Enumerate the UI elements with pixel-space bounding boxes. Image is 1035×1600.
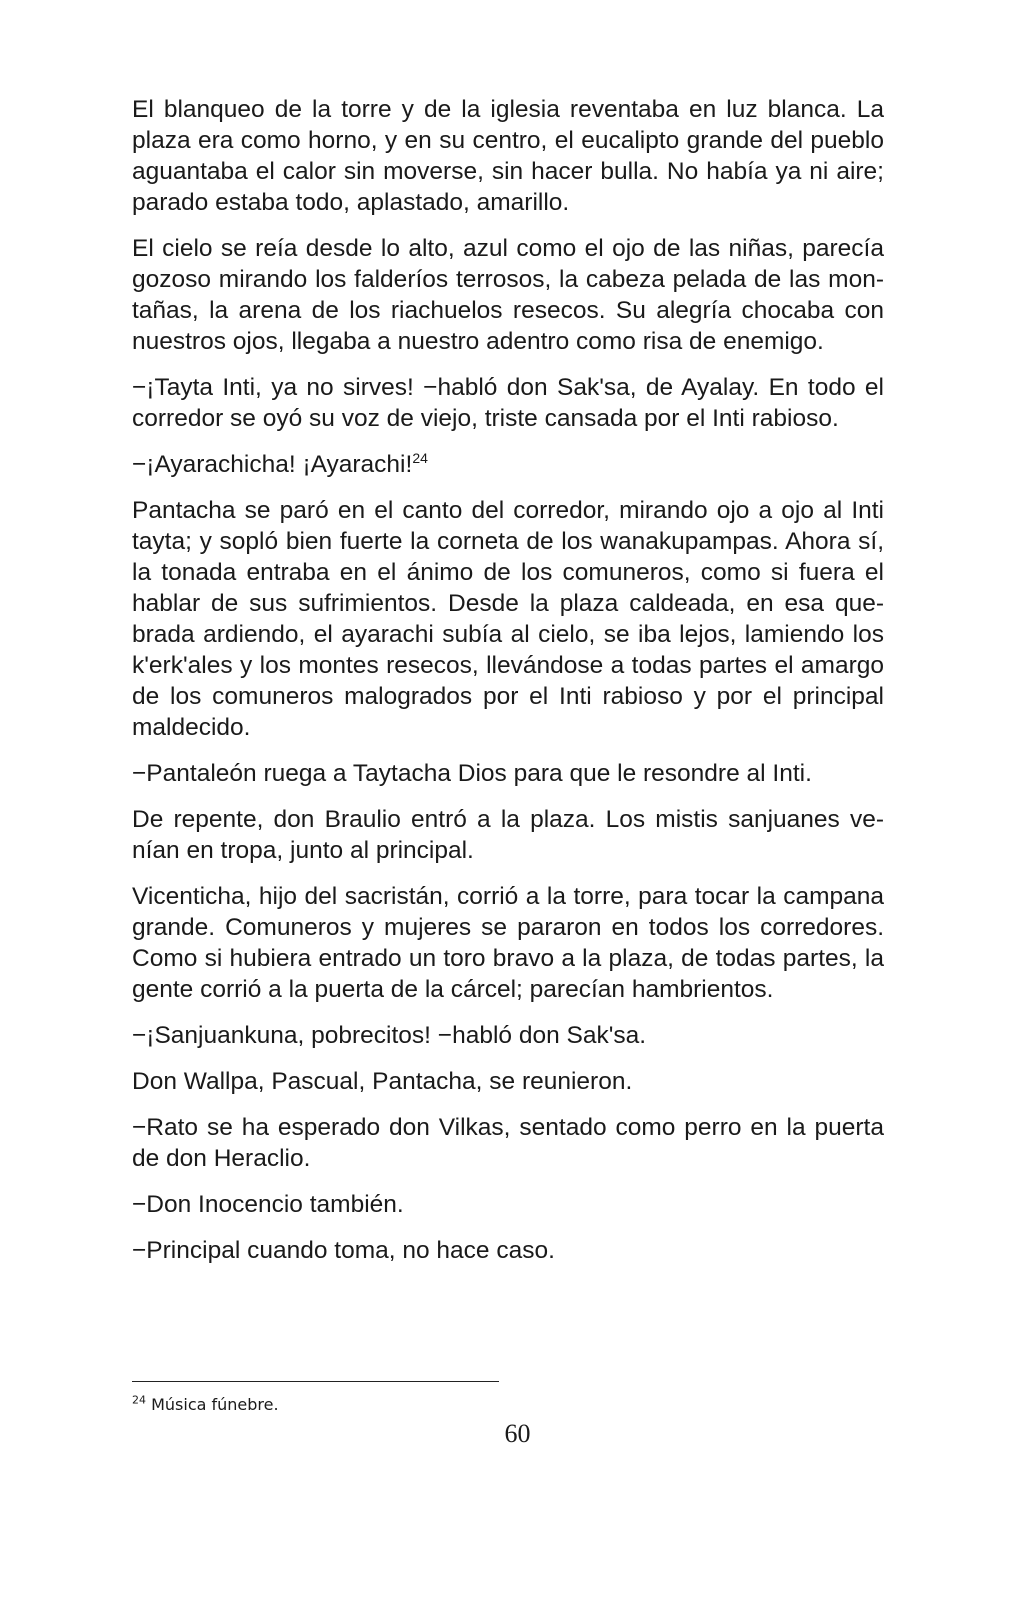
paragraph: Don Wallpa, Pascual, Pantacha, se reunieron. [132, 1068, 633, 1095]
paragraph: Pantacha se paró en el canto del corredor, mirando ojo a ojo al Inti tayta; y sopló bien fuerte la corneta de los wanakupampas. Ahora sí, la tonada entraba en el ánimo de los comuneros, como si fuera el hablar de sus sufrimientos. Desde la plaza caldeada, en esa quebrada ardiendo, el ayarachi subía al cielo, se iba lejos, lamiendo los k'erk'ales y los montes resecos, llevándose a todas partes el amargo de los comuneros malogrados por el Inti rabioso y por el principal maldecido. [132, 497, 884, 741]
footnote [132, 1394, 279, 1416]
paragraph: De repente, don Braulio entró a la plaza. Los mistis sanjuanes venían en tropa, junto al principal. [132, 806, 884, 864]
paragraph: −Rato se ha esperado don Vilkas, sentado como perro en la puerta de don Heraclio. [132, 1114, 884, 1172]
paragraph: −¡Tayta Inti, ya no sirves! −habló don Sak'sa, de Ayalay. En todo el corredor se oyó su voz de viejo, triste cansada por el Inti rabioso. [132, 374, 884, 432]
paragraph: −¡Sanjuankuna, pobrecitos! −habló don Sak'sa. [132, 1022, 647, 1049]
footnote-text: Música fúnebre. [151, 1395, 279, 1414]
paragraph: El cielo se reía desde lo alto, azul como el ojo de las niñas, parecía gozoso mirando los falderíos terrosos, la cabeza pelada de las montañas, la arena de los riachuelos resecos. Su alegría chocaba con nuestros ojos, llegaba a nuestro adentro como risa de enemigo. [132, 235, 884, 355]
footnote-number: 24 [132, 1393, 146, 1407]
footnote-divider [132, 1381, 499, 1382]
paragraph: −Don Inocencio también. [132, 1191, 404, 1218]
page-body [132, 94, 884, 1281]
paragraph: −Pantaleón ruega a Taytacha Dios para que le resondre al Inti. [132, 760, 812, 787]
paragraph-text: −¡Ayarachicha! ¡Ayarachi! [132, 451, 413, 478]
paragraph: −Principal cuando toma, no hace caso. [132, 1237, 555, 1264]
paragraph-with-footnote-ref [132, 449, 884, 480]
footnote-reference[interactable]: 24 [412, 449, 428, 466]
page-number: 60 [504, 1419, 531, 1448]
paragraph: Vicenticha, hijo del sacristán, corrió a la torre, para tocar la campana grande. Comuneros y mujeres se pararon en todos los corredores. Como si hubiera entrado un toro bravo a la plaza, de todas partes, la gente corrió a la puerta de la cárcel; parecían hambrientos. [132, 883, 884, 1003]
paragraph: El blanqueo de la torre y de la iglesia reventaba en luz blanca. La plaza era como horno, y en su centro, el eucalipto grande del pueblo aguantaba el calor sin moverse, sin hacer bulla. No había ya ni aire; parado estaba todo, aplastado, amarillo. [132, 96, 884, 216]
